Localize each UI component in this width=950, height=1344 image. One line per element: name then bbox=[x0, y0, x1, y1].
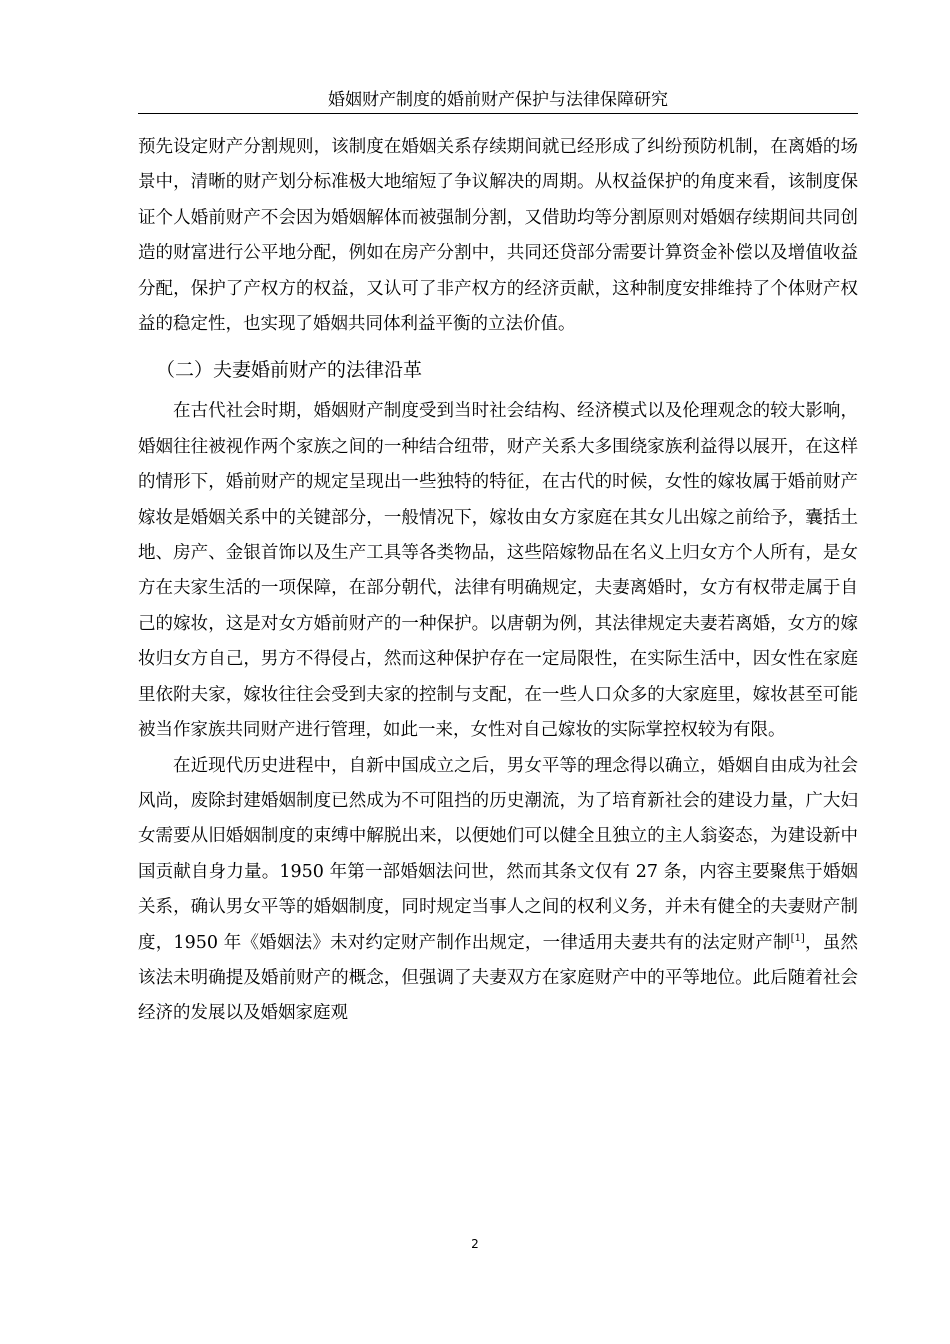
page-body bbox=[138, 130, 858, 1032]
paragraph-ancient-dowry: 在古代社会时期，婚姻财产制度受到当时社会结构、经济模式以及伦理观念的较大影响，婚姻往往被视作两个家族之间的一种结合纽带，财产关系大多围绕家族利益得以展开，在这样的情形下，婚前财产的规定呈现出一些独特的特征，在古代的时候，女性的嫁妆属于婚前财产嫁妆是婚姻关系中的关键部分，一般情况下，嫁妆由女方家庭在其女儿出嫁之前给予，囊括土地、房产、金银首饰以及生产工具等各类物品，这些陪嫁物品在名义上归女方个人所有，是女方在夫家生活的一项保障，在部分朝代，法律有明确规定，夫妻离婚时，女方有权带走属于自己的嫁妆，这是对女方婚前财产的一种保护。以唐朝为例，其法律规定夫妻若离婚，女方的嫁妆归女方自己，男方不得侵占，然而这种保护存在一定局限性，在实际生活中，因女性在家庭里依附夫家，嫁妆往往会受到夫家的控制与支配，在一些人口众多的大家庭里，嫁妆甚至可能被当作家族共同财产进行管理，如此一来，女性对自己嫁妆的实际掌控权较为有限。 bbox=[138, 401, 858, 741]
running-header bbox=[138, 88, 858, 114]
paragraph-modern-history bbox=[138, 749, 858, 1032]
continuation-paragraph: 预先设定财产分割规则，该制度在婚姻关系存续期间就已经形成了纠纷预防机制，在离婚的场景中，清晰的财产划分标准极大地缩短了争议解决的周期。从权益保护的角度来看，该制度保证个人婚前财产不会因为婚姻解体而被强制分割，又借助均等分割原则对婚姻存续期间共同创造的财富进行公平地分配，例如在房产分割中，共同还贷部分需要计算资金补偿以及增值收益分配，保护了产权方的权益，又认可了非产权方的经济贡献，这种制度安排维持了个体财产权益的稳定性，也实现了婚姻共同体利益平衡的立法价值。 bbox=[138, 137, 858, 335]
paragraph-modern-text-part2: ，虽然该法未明确提及婚前财产的概念，但强调了夫妻双方在家庭财产中的平等地位。此后随着社会经济的发展以及婚姻家庭观 bbox=[138, 932, 858, 1024]
citation-reference[interactable]: [1] bbox=[790, 932, 805, 944]
section-heading: （二）夫妻婚前财产的法律沿革 bbox=[156, 359, 423, 382]
running-header-title: 婚姻财产制度的婚前财产保护与法律保障研究 bbox=[328, 90, 668, 110]
page-number: 2 bbox=[471, 1237, 479, 1251]
paragraph-modern-text-part1: 在近现代历史进程中，自新中国成立之后，男女平等的理念得以确立，婚姻自由成为社会风尚，废除封建婚姻制度已然成为不可阻挡的历史潮流，为了培育新社会的建设力量，广大妇女需要从旧婚姻制度的束缚中解脱出来，以便她们可以健全且独立的主人翁姿态，为建设新中国贡献自身力量。1950 年第一部婚姻法问世，然而其条文仅有 27 条，内容主要聚焦于婚姻关系，确认男女平等的婚姻制度，同时规定当事人之间的权利义务，并未有健全的夫妻财产制度，1950 年《婚姻法》未对约定财产制作出规定，一律适用夫妻共有的法定财产制 bbox=[138, 755, 858, 953]
